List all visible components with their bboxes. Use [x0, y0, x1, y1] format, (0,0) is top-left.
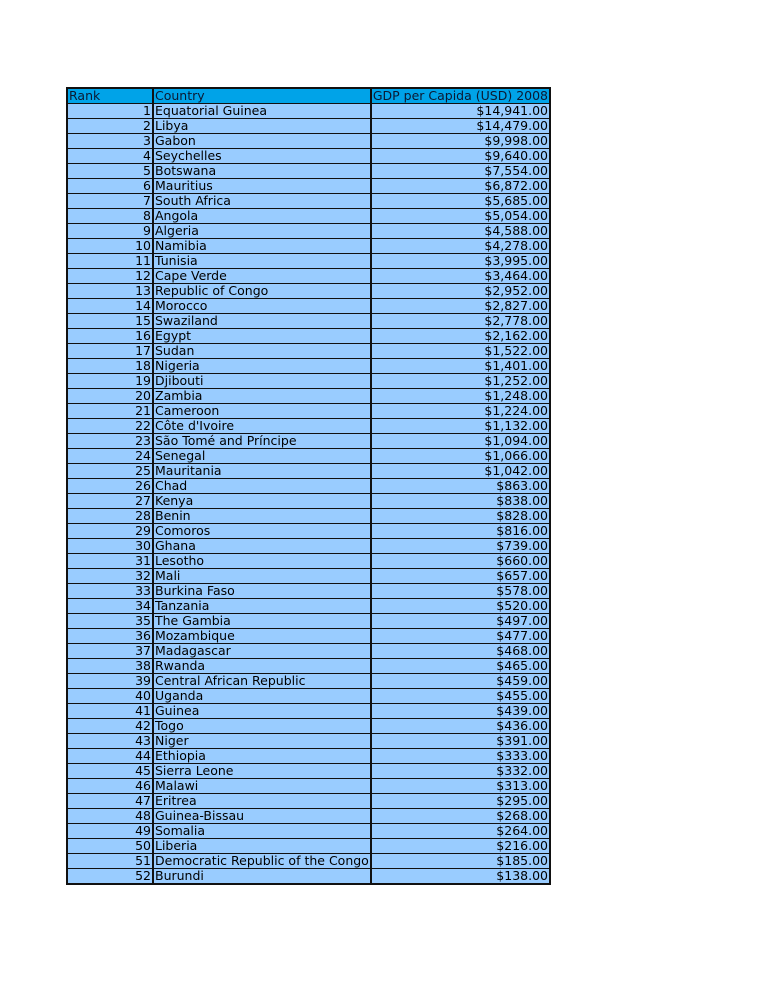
country-cell[interactable]: Equatorial Guinea — [153, 104, 371, 119]
rank-cell[interactable]: 44 — [67, 749, 153, 764]
rank-cell[interactable]: 12 — [67, 269, 153, 284]
gdp-cell[interactable]: $216.00 — [371, 839, 550, 854]
table-row — [67, 674, 550, 689]
country-cell[interactable]: Burundi — [153, 869, 371, 885]
country-cell[interactable]: Burkina Faso — [153, 584, 371, 599]
country-cell[interactable]: Madagascar — [153, 644, 371, 659]
gdp-cell[interactable]: $1,094.00 — [371, 434, 550, 449]
table-row — [67, 809, 550, 824]
country-cell[interactable]: Comoros — [153, 524, 371, 539]
rank-cell[interactable]: 37 — [67, 644, 153, 659]
country-cell[interactable]: Sudan — [153, 344, 371, 359]
gdp-cell[interactable]: $1,401.00 — [371, 359, 550, 374]
rank-cell[interactable]: 36 — [67, 629, 153, 644]
country-cell[interactable]: Tunisia — [153, 254, 371, 269]
table-row — [67, 449, 550, 464]
country-cell[interactable]: Cameroon — [153, 404, 371, 419]
gdp-cell[interactable]: $739.00 — [371, 539, 550, 554]
country-cell[interactable]: Zambia — [153, 389, 371, 404]
rank-cell[interactable]: 13 — [67, 284, 153, 299]
rank-cell[interactable]: 10 — [67, 239, 153, 254]
table-row — [67, 704, 550, 719]
gdp-cell[interactable]: $313.00 — [371, 779, 550, 794]
table-row — [67, 194, 550, 209]
table-row — [67, 734, 550, 749]
table-row — [67, 779, 550, 794]
gdp-cell[interactable]: $3,464.00 — [371, 269, 550, 284]
rank-cell[interactable]: 2 — [67, 119, 153, 134]
table-row — [67, 494, 550, 509]
gdp-cell[interactable]: $4,588.00 — [371, 224, 550, 239]
table-row — [67, 629, 550, 644]
table-row — [67, 314, 550, 329]
table-row — [67, 119, 550, 134]
gdp-cell[interactable]: $468.00 — [371, 644, 550, 659]
rank-cell[interactable]: 21 — [67, 404, 153, 419]
gdp-cell[interactable]: $459.00 — [371, 674, 550, 689]
country-cell[interactable]: Somalia — [153, 824, 371, 839]
gdp-cell[interactable]: $185.00 — [371, 854, 550, 869]
rank-cell[interactable]: 41 — [67, 704, 153, 719]
gdp-cell[interactable]: $4,278.00 — [371, 239, 550, 254]
gdp-cell[interactable]: $439.00 — [371, 704, 550, 719]
country-cell[interactable]: Ghana — [153, 539, 371, 554]
gdp-cell[interactable]: $6,872.00 — [371, 179, 550, 194]
gdp-cell[interactable]: $1,248.00 — [371, 389, 550, 404]
rank-cell[interactable]: 31 — [67, 554, 153, 569]
rank-cell[interactable]: 45 — [67, 764, 153, 779]
table-row — [67, 434, 550, 449]
gdp-cell[interactable]: $1,132.00 — [371, 419, 550, 434]
gdp-cell[interactable]: $497.00 — [371, 614, 550, 629]
header-gdp[interactable] — [371, 88, 550, 104]
gdp-cell[interactable]: $332.00 — [371, 764, 550, 779]
table-row — [67, 839, 550, 854]
gdp-cell[interactable]: $465.00 — [371, 659, 550, 674]
gdp-cell[interactable]: $816.00 — [371, 524, 550, 539]
rank-cell[interactable]: 47 — [67, 794, 153, 809]
rank-cell[interactable]: 33 — [67, 584, 153, 599]
table-row — [67, 359, 550, 374]
country-cell[interactable]: Ethiopia — [153, 749, 371, 764]
rank-cell[interactable]: 1 — [67, 104, 153, 119]
rank-cell[interactable]: 49 — [67, 824, 153, 839]
country-cell[interactable]: Democratic Republic of the Congo — [155, 853, 369, 868]
country-cell[interactable]: Senegal — [153, 449, 371, 464]
country-cell[interactable]: Benin — [153, 509, 371, 524]
country-cell[interactable]: Togo — [153, 719, 371, 734]
rank-cell[interactable]: 50 — [67, 839, 153, 854]
gdp-cell[interactable]: $264.00 — [371, 824, 550, 839]
rank-cell[interactable]: 15 — [67, 314, 153, 329]
country-cell[interactable]: Kenya — [153, 494, 371, 509]
rank-cell[interactable]: 25 — [67, 464, 153, 479]
country-cell[interactable]: Republic of Congo — [153, 284, 371, 299]
country-cell[interactable]: Namibia — [153, 239, 371, 254]
gdp-cell[interactable]: $9,998.00 — [371, 134, 550, 149]
rank-cell[interactable]: 24 — [67, 449, 153, 464]
country-cell[interactable]: Mozambique — [153, 629, 371, 644]
rank-cell[interactable]: 29 — [67, 524, 153, 539]
country-cell[interactable]: Swaziland — [153, 314, 371, 329]
table-row — [67, 644, 550, 659]
gdp-cell[interactable]: $391.00 — [371, 734, 550, 749]
table-row — [67, 239, 550, 254]
country-cell[interactable]: Nigeria — [153, 359, 371, 374]
table-row — [67, 209, 550, 224]
gdp-cell[interactable]: $2,827.00 — [371, 299, 550, 314]
gdp-cell[interactable]: $9,640.00 — [371, 149, 550, 164]
gdp-cell[interactable]: $1,224.00 — [371, 404, 550, 419]
gdp-cell[interactable]: $138.00 — [371, 869, 550, 885]
country-cell[interactable]: Niger — [153, 734, 371, 749]
table-row — [67, 869, 550, 885]
table-row — [67, 479, 550, 494]
rank-cell[interactable]: 39 — [67, 674, 153, 689]
country-cell[interactable]: Uganda — [153, 689, 371, 704]
rank-cell[interactable]: 28 — [67, 509, 153, 524]
rank-cell[interactable]: 14 — [67, 299, 153, 314]
country-cell[interactable]: Seychelles — [153, 149, 371, 164]
rank-cell[interactable]: 34 — [67, 599, 153, 614]
table-row — [67, 509, 550, 524]
table-row — [67, 299, 550, 314]
gdp-cell[interactable]: $14,479.00 — [371, 119, 550, 134]
country-cell[interactable]: Gabon — [153, 134, 371, 149]
rank-cell[interactable]: 48 — [67, 809, 153, 824]
gdp-cell[interactable]: $2,952.00 — [371, 284, 550, 299]
gdp-cell[interactable]: $5,685.00 — [371, 194, 550, 209]
table-row — [67, 269, 550, 284]
country-cell[interactable]: Côte d'Ivoire — [153, 419, 371, 434]
gdp-cell[interactable]: $1,042.00 — [371, 464, 550, 479]
rank-cell[interactable]: 35 — [67, 614, 153, 629]
country-cell[interactable]: Algeria — [153, 224, 371, 239]
country-cell[interactable]: Malawi — [153, 779, 371, 794]
table-row — [67, 389, 550, 404]
rank-cell[interactable]: 17 — [67, 344, 153, 359]
table-row — [67, 419, 550, 434]
country-cell[interactable]: Liberia — [153, 839, 371, 854]
rank-cell[interactable]: 23 — [67, 434, 153, 449]
table-row — [67, 689, 550, 704]
country-cell[interactable]: Sierra Leone — [153, 764, 371, 779]
rank-cell[interactable]: 18 — [67, 359, 153, 374]
country-cell[interactable]: Mali — [153, 569, 371, 584]
spreadsheet-area — [66, 87, 551, 885]
gdp-cell[interactable]: $2,162.00 — [371, 329, 550, 344]
country-cell[interactable]: Egypt — [153, 329, 371, 344]
rank-cell[interactable]: 46 — [67, 779, 153, 794]
country-cell[interactable]: Djibouti — [153, 374, 371, 389]
table-row — [67, 164, 550, 179]
rank-cell[interactable]: 40 — [67, 689, 153, 704]
country-cell[interactable]: Mauritania — [153, 464, 371, 479]
country-cell[interactable]: Libya — [153, 119, 371, 134]
gdp-cell[interactable]: $2,778.00 — [371, 314, 550, 329]
table-row — [67, 659, 550, 674]
rank-cell[interactable]: 8 — [67, 209, 153, 224]
rank-cell[interactable]: 22 — [67, 419, 153, 434]
country-cell[interactable]: São Tomé and Príncipe — [153, 434, 371, 449]
gdp-cell[interactable]: $3,995.00 — [371, 254, 550, 269]
rank-cell[interactable]: 32 — [67, 569, 153, 584]
rank-cell[interactable]: 19 — [67, 374, 153, 389]
country-cell[interactable]: Guinea — [153, 704, 371, 719]
table-row — [67, 374, 550, 389]
gdp-cell[interactable]: $863.00 — [371, 479, 550, 494]
gdp-cell[interactable]: $838.00 — [371, 494, 550, 509]
country-cell[interactable]: Cape Verde — [153, 269, 371, 284]
rank-cell[interactable]: 7 — [67, 194, 153, 209]
rank-cell[interactable]: 6 — [67, 179, 153, 194]
gdp-cell[interactable]: $455.00 — [371, 689, 550, 704]
gdp-cell[interactable]: $828.00 — [371, 509, 550, 524]
table-row — [67, 179, 550, 194]
header-rank[interactable]: Rank — [67, 88, 153, 104]
gdp-cell[interactable]: $657.00 — [371, 569, 550, 584]
country-cell[interactable]: South Africa — [153, 194, 371, 209]
rank-cell[interactable]: 42 — [67, 719, 153, 734]
table-row — [67, 254, 550, 269]
country-cell[interactable]: Central African Republic — [153, 674, 371, 689]
gdp-cell[interactable]: $477.00 — [371, 629, 550, 644]
table-row — [67, 599, 550, 614]
table-row — [67, 794, 550, 809]
table-row — [67, 224, 550, 239]
header-country[interactable]: Country — [153, 88, 371, 104]
rank-cell[interactable]: 43 — [67, 734, 153, 749]
country-cell[interactable]: Botswana — [153, 164, 371, 179]
country-cell[interactable]: Guinea-Bissau — [153, 809, 371, 824]
rank-cell[interactable]: 26 — [67, 479, 153, 494]
gdp-cell[interactable]: $333.00 — [371, 749, 550, 764]
table-row — [67, 464, 550, 479]
table-row — [67, 749, 550, 764]
country-cell[interactable]: Eritrea — [153, 794, 371, 809]
gdp-cell[interactable]: $7,554.00 — [371, 164, 550, 179]
gdp-cell[interactable]: $436.00 — [371, 719, 550, 734]
country-cell[interactable]: The Gambia — [153, 614, 371, 629]
gdp-cell[interactable]: $295.00 — [371, 794, 550, 809]
table-row — [67, 104, 550, 119]
table-header-row — [67, 88, 550, 104]
country-cell[interactable]: Lesotho — [153, 554, 371, 569]
table-row — [67, 329, 550, 344]
country-cell[interactable]: Angola — [153, 209, 371, 224]
gdp-cell[interactable]: $268.00 — [371, 809, 550, 824]
table-row — [67, 764, 550, 779]
table-row — [67, 854, 550, 869]
gdp-cell[interactable]: $520.00 — [371, 599, 550, 614]
gdp-cell[interactable]: $1,066.00 — [371, 449, 550, 464]
country-cell[interactable]: Mauritius — [153, 179, 371, 194]
gdp-table-body — [67, 88, 550, 884]
table-row — [67, 719, 550, 734]
country-cell[interactable]: Morocco — [153, 299, 371, 314]
header-gdp-label: GDP per Capida (USD) 2008 — [372, 88, 548, 103]
rank-cell[interactable]: 9 — [67, 224, 153, 239]
table-row — [67, 404, 550, 419]
rank-cell[interactable]: 5 — [67, 164, 153, 179]
table-row — [67, 149, 550, 164]
rank-cell[interactable]: 52 — [67, 869, 153, 885]
gdp-cell[interactable]: $14,941.00 — [371, 104, 550, 119]
table-row — [67, 824, 550, 839]
rank-cell[interactable]: 30 — [67, 539, 153, 554]
table-row — [67, 284, 550, 299]
table-row — [67, 134, 550, 149]
country-cell[interactable]: Chad — [153, 479, 371, 494]
table-row — [67, 569, 550, 584]
table-row — [67, 524, 550, 539]
table-row — [67, 614, 550, 629]
table-row — [67, 584, 550, 599]
table-row — [67, 539, 550, 554]
gdp-cell[interactable]: $660.00 — [371, 554, 550, 569]
rank-cell[interactable]: 16 — [67, 329, 153, 344]
rank-cell[interactable]: 20 — [67, 389, 153, 404]
rank-cell[interactable]: 11 — [67, 254, 153, 269]
gdp-cell[interactable]: $1,252.00 — [371, 374, 550, 389]
rank-cell[interactable]: 38 — [67, 659, 153, 674]
gdp-table — [66, 87, 551, 885]
rank-cell[interactable]: 27 — [67, 494, 153, 509]
rank-cell[interactable]: 51 — [67, 854, 153, 869]
rank-cell[interactable]: 4 — [67, 149, 153, 164]
table-row — [67, 344, 550, 359]
country-cell[interactable]: Tanzania — [153, 599, 371, 614]
gdp-cell[interactable]: $5,054.00 — [371, 209, 550, 224]
gdp-cell[interactable]: $1,522.00 — [371, 344, 550, 359]
rank-cell[interactable]: 3 — [67, 134, 153, 149]
table-row — [67, 554, 550, 569]
country-cell[interactable]: Rwanda — [153, 659, 371, 674]
gdp-cell[interactable]: $578.00 — [371, 584, 550, 599]
